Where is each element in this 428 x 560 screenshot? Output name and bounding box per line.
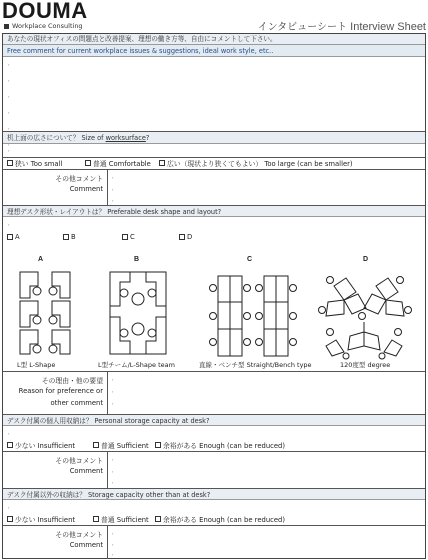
q5-header: デスク付属以外の収納は？ Storage capacity other than at desk? [3, 488, 425, 500]
q5-option-enough[interactable] [155, 514, 285, 524]
checkbox[interactable] [63, 234, 69, 240]
q2-header [3, 131, 425, 144]
q5-option-sufficient[interactable] [93, 514, 149, 524]
q3-option-d[interactable] [179, 233, 192, 241]
checkbox[interactable] [7, 160, 13, 166]
q3-option-a[interactable] [7, 233, 20, 241]
option-label: A [15, 233, 20, 241]
layout-d-drawing [316, 270, 412, 360]
option-label: 普通 Sufficient [101, 516, 149, 524]
option-label: 余裕がある Enough (can be reduced) [163, 442, 286, 450]
checkbox[interactable] [85, 160, 91, 166]
checkbox[interactable] [93, 442, 99, 448]
option-label: B [71, 233, 76, 241]
q2-comment-label-jp: その他コメント [55, 175, 103, 183]
layout-letter-b: B [134, 256, 140, 263]
logo-subtitle-text: Workplace Consulting [12, 22, 83, 30]
q5-comment-field[interactable]: , , , [112, 530, 114, 557]
sheet-title [258, 18, 426, 33]
q3-reason-field[interactable]: , , , [112, 376, 114, 406]
q2-option-comfortable[interactable] [85, 158, 151, 168]
q4-header: デスク付属の個人用収納は？ Personal storage capacity at desk? [3, 414, 425, 426]
q5-comment-label-jp: その他コメント [55, 531, 103, 539]
q3-reason-label-jp: その理由・他の要望 [41, 377, 103, 385]
square-icon [4, 24, 9, 29]
checkbox[interactable] [7, 234, 13, 240]
option-label: 普通 Comfortable [93, 160, 151, 168]
logo-subtitle [4, 22, 83, 30]
q4-comment-label-en: Comment [69, 467, 103, 475]
q2-comment-field[interactable]: , , , [112, 174, 114, 203]
logo: DOUMA [2, 0, 88, 23]
q3-option-c[interactable] [122, 233, 135, 241]
q4-option-insufficient[interactable] [7, 440, 75, 450]
option-label: D [187, 233, 193, 241]
q1-header-en: Free comment for current workplace issues & suggestions, ideal work style, etc.. [3, 45, 425, 57]
layout-letter-d: D [363, 256, 369, 263]
option-label: 普通 Sufficient [101, 442, 149, 450]
q1-header-jp: あなたの現状オフィスの問題点と改善提案、理想の働き方等、自由にコメントして下さい。 [3, 34, 425, 45]
layout-letter-c: C [247, 256, 253, 263]
checkbox[interactable] [155, 442, 161, 448]
q2-option-small[interactable] [7, 158, 62, 168]
layout-a-drawing [15, 269, 75, 357]
q2-title-end: ? [145, 134, 150, 142]
option-label: 余裕がある Enough (can be reduced) [163, 516, 286, 524]
layout-b-caption: L型チーム/L-Shape team [98, 361, 175, 369]
checkbox[interactable] [155, 516, 161, 522]
layout-b-drawing [107, 269, 169, 357]
q5-comment-label-en: Comment [69, 541, 103, 549]
q4-option-sufficient[interactable] [93, 440, 149, 450]
q1-comment-area[interactable]: , , , , , , [8, 61, 10, 147]
checkbox[interactable] [159, 160, 165, 166]
option-label: C [130, 233, 135, 241]
option-label: 少ない Insufficient [15, 516, 76, 524]
checkbox[interactable] [7, 516, 13, 522]
layout-letter-a: A [38, 256, 44, 263]
q3-header: 理想デスク形状・レイアウトは？ Preferable desk shape and layout? [3, 205, 425, 217]
option-label: 少ない Insufficient [15, 442, 76, 450]
layout-c-drawing [208, 274, 298, 358]
option-label: 広い（現状より狭くてもよい） Too large (can be smaller) [167, 160, 353, 168]
sheet-title-en: Interview Sheet [350, 21, 426, 33]
q3-reason-label-en1: Reason for preference or [18, 387, 103, 395]
q2-option-large[interactable] [159, 158, 353, 168]
layout-d-caption: 120度型 degree [340, 361, 391, 369]
q4-option-enough[interactable] [155, 440, 285, 450]
q2-comment-label-en: Comment [69, 185, 103, 193]
q4-comment-field[interactable]: , , , [112, 456, 114, 485]
checkbox[interactable] [122, 234, 128, 240]
q3-reason-label-en2: other comment [50, 399, 103, 407]
q4-comment-label-jp: その他コメント [55, 457, 103, 465]
option-label: 狭い Too small [15, 160, 63, 168]
q2-title: 机上面の広さについて？ Size of [7, 134, 106, 142]
q5-option-insufficient[interactable] [7, 514, 75, 524]
layout-c-caption: 直線・ベンチ型 Straight/Bench type [199, 361, 312, 369]
checkbox[interactable] [7, 442, 13, 448]
interview-form: あなたの現状オフィスの問題点と改善提案、理想の働き方等、自由にコメントして下さい。 Free comment for current workplace issues & suggestions, ideal work style, etc.. , , , , , , 机上面の広さについて？ Size of worksurface? , 狭い Too small 普通 Comfortable 広い（現状より狭くてもよい） Too large (can be smaller) その他コメント Comment , , , 理想デスク形状・レイアウトは？ Preferable desk shape and layout? , A B C D A B C D L型 L-Shape L型チーム/L-Shape team 直線・ベンチ型 Straight/Bench type 120度型 degree その理由・他の要望 Reason for preference or other comment , , , デスク付属の個人用収納は？ Personal storage capacity at desk? , 少ない Insufficient 普通 Sufficient 余裕がある Enough (can be reduced) その他コメント Comment , , , デスク付属以外の収納は？ Storage capacity other than at desk? , 少ない Insufficient 普通 Sufficient 余裕がある Enough (can be reduced) その他コメント Comment , , , [2, 33, 426, 559]
checkbox[interactable] [179, 234, 185, 240]
q2-title-underlined: worksurface [105, 134, 146, 142]
sheet-title-jp: インタビューシート [257, 22, 347, 33]
checkbox[interactable] [93, 516, 99, 522]
layout-a-caption: L型 L-Shape [17, 361, 56, 369]
q3-option-b[interactable] [63, 233, 76, 241]
